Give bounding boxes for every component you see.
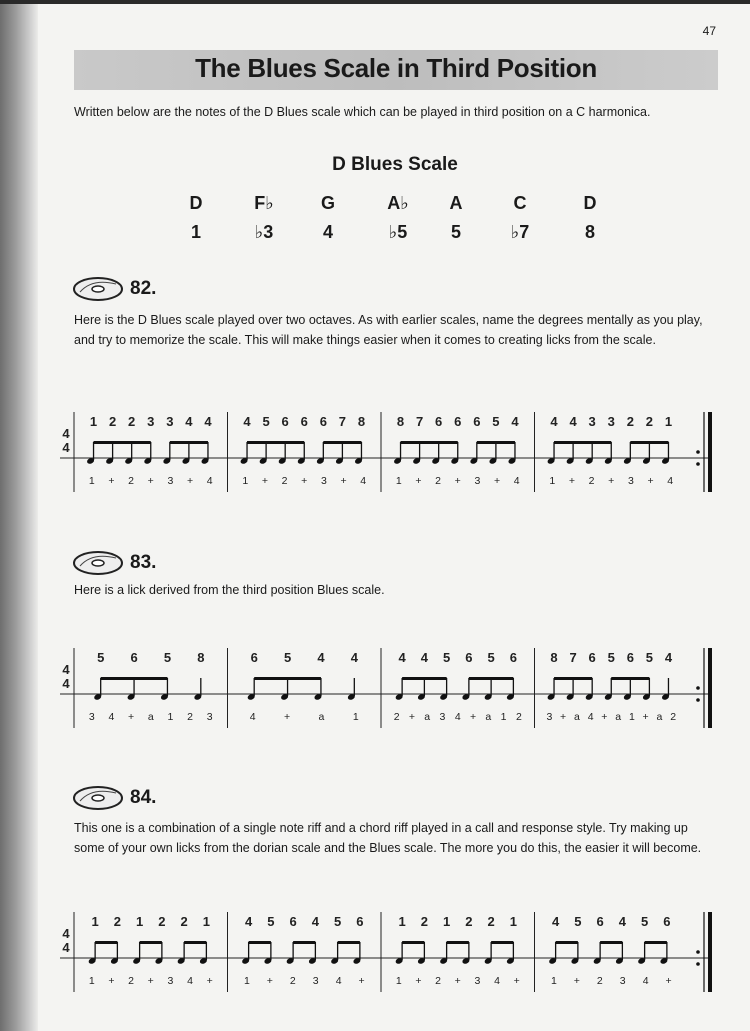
beat-count: 4 (335, 975, 342, 987)
scale-degree: ♭5 (388, 222, 408, 242)
note-beam (491, 941, 513, 944)
harmonica-hole-number: 5 (492, 414, 500, 429)
repeat-dot (696, 686, 700, 690)
note-beam (600, 941, 622, 944)
scale-degree: ♭7 (510, 222, 530, 242)
harmonica-hole-number: 4 (550, 414, 558, 429)
harmonica-hole-number: 6 (454, 414, 462, 429)
harmonica-hole-number: 1 (202, 914, 210, 929)
scale-degree: 1 (190, 222, 201, 242)
beat-count: a (147, 711, 154, 723)
beat-count: 2 (187, 711, 193, 723)
beat-count: 3 (320, 475, 327, 487)
repeat-dot (696, 962, 700, 966)
harmonica-hole-number: 6 (300, 414, 308, 429)
harmonica-hole-number: 1 (443, 914, 451, 929)
harmonica-hole-number: 2 (108, 414, 117, 429)
beat-count: 1 (395, 975, 402, 987)
note-beam (249, 941, 271, 944)
note-beam (140, 941, 162, 944)
example-82-text: Here is the D Blues scale played over two octaves. As with earlier scales, name the degrees mentally as you play, and try to memorize the scale. This will make things easier when it comes to creating licks from the scale. (74, 313, 703, 347)
harmonica-hole-number: 2 (626, 414, 634, 429)
harmonica-hole-number: 4 (185, 414, 193, 429)
harmonica-hole-number: 1 (91, 914, 99, 929)
repeat-dot (696, 698, 700, 702)
note-beam (477, 441, 515, 444)
time-signature-top: 4 (62, 662, 70, 677)
scale-note: A (449, 193, 463, 213)
scale-degree: ♭3 (254, 222, 274, 242)
scale-degree: 8 (584, 222, 595, 242)
beat-count: + (665, 975, 672, 987)
harmonica-hole-number: 5 (163, 650, 172, 665)
example-83-notation (60, 636, 724, 736)
harmonica-hole-number: 5 (262, 414, 270, 429)
harmonica-hole-number: 3 (166, 414, 174, 429)
beat-count: a (318, 711, 325, 723)
beat-count: 4 (454, 711, 461, 723)
beat-count: + (128, 711, 135, 723)
harmonica-hole-number: 4 (569, 414, 577, 429)
beat-count: 2 (128, 975, 135, 987)
beat-count: + (108, 975, 115, 987)
harmonica-hole-number: 5 (487, 650, 495, 665)
note-beam (554, 441, 611, 444)
harmonica-hole-number: 6 (465, 650, 473, 665)
beat-count: + (266, 975, 273, 987)
scale-note: A♭ (387, 193, 409, 213)
page-top-edge (0, 0, 750, 4)
beat-count: + (186, 475, 194, 487)
beat-count: + (513, 975, 520, 987)
beat-count: 3 (206, 711, 213, 723)
harmonica-hole-number: 4 (664, 650, 673, 665)
beat-count: + (573, 975, 580, 987)
beat-count: + (454, 475, 461, 487)
beat-count: 4 (187, 975, 193, 987)
beat-count: a (573, 711, 580, 723)
beat-count: 2 (596, 975, 603, 987)
harmonica-hole-number: 2 (180, 914, 188, 929)
note-beam (645, 941, 667, 944)
beat-count: a (656, 711, 663, 723)
beat-count: 3 (439, 711, 446, 723)
harmonica-hole-number: 4 (618, 914, 626, 929)
harmonica-hole-number: 5 (97, 650, 105, 665)
beat-count: + (560, 711, 567, 723)
beat-count: + (108, 475, 115, 487)
time-signature-bottom: 4 (62, 676, 70, 691)
beat-count: 3 (627, 475, 634, 487)
beat-count: 3 (546, 711, 553, 723)
example-number: 84. (130, 787, 157, 808)
beat-count: + (568, 475, 576, 487)
beat-count: 2 (435, 975, 442, 987)
scale-note: F♭ (254, 193, 274, 213)
harmonica-hole-number: 3 (607, 414, 615, 429)
harmonica-hole-number: 2 (645, 414, 654, 429)
harmonica-hole-number: 6 (626, 650, 634, 665)
harmonica-hole-number: 3 (588, 414, 596, 429)
harmonica-hole-number: 5 (283, 650, 292, 665)
harmonica-hole-number: 5 (443, 650, 451, 665)
beat-count: 3 (474, 475, 481, 487)
beat-count: + (647, 475, 654, 487)
beat-count: + (206, 975, 213, 987)
harmonica-hole-number: 1 (398, 914, 406, 929)
beat-count: 3 (619, 975, 626, 987)
harmonica-hole-number: 7 (338, 414, 347, 429)
beat-count: 2 (289, 975, 296, 987)
repeat-dot (696, 950, 700, 954)
scale-note: C (513, 193, 527, 213)
final-bar-thick (708, 912, 712, 992)
beat-count: 4 (249, 711, 256, 723)
beat-count: + (340, 475, 347, 487)
harmonica-hole-number: 6 (356, 914, 364, 929)
scale-title: D Blues Scale (332, 154, 458, 175)
beat-count: + (147, 475, 154, 487)
harmonica-hole-number: 5 (334, 914, 342, 929)
beat-count: 1 (500, 711, 507, 723)
note-beam (469, 677, 514, 680)
beat-count: 1 (549, 475, 556, 487)
beat-count: 1 (628, 711, 635, 723)
harmonica-hole-number: 4 (245, 914, 253, 929)
harmonica-hole-number: 2 (158, 914, 166, 929)
beat-count: + (454, 975, 461, 987)
repeat-dot (696, 450, 700, 454)
harmonica-hole-number: 4 (511, 414, 519, 429)
repeat-dot (696, 462, 700, 466)
harmonica-hole-number: 4 (311, 914, 319, 929)
beat-count: a (485, 711, 492, 723)
beat-count: 3 (312, 975, 319, 987)
cd-icon (72, 550, 126, 576)
note-beam (556, 941, 578, 944)
beat-count: 3 (167, 975, 174, 987)
beat-count: + (469, 711, 477, 723)
example-number: 82. (130, 278, 157, 299)
scale-note: G (320, 193, 335, 213)
harmonica-hole-number: 3 (147, 414, 155, 429)
time-signature-bottom: 4 (62, 940, 70, 955)
note-beam (101, 677, 168, 680)
harmonica-hole-number: 5 (645, 650, 654, 665)
harmonica-hole-number: 4 (350, 650, 358, 665)
harmonica-hole-number: 5 (574, 914, 582, 929)
beat-count: 1 (167, 711, 174, 723)
beat-count: + (147, 975, 154, 987)
beat-count: 2 (588, 475, 595, 487)
beat-count: 1 (352, 711, 359, 723)
harmonica-hole-number: 8 (396, 414, 405, 429)
example-83-text: Here is a lick derived from the third position Blues scale. (74, 583, 385, 597)
harmonica-hole-number: 4 (204, 414, 212, 429)
beat-count: + (358, 975, 365, 987)
beat-count: + (493, 475, 501, 487)
harmonica-hole-number: 1 (89, 414, 98, 429)
harmonica-hole-number: 1 (136, 914, 144, 929)
note-beam (338, 941, 360, 944)
beat-count: + (283, 711, 291, 723)
note-beam (401, 441, 458, 444)
harmonica-hole-number: 6 (435, 414, 443, 429)
note-beam (170, 441, 208, 444)
scale-note: D (583, 193, 597, 213)
beat-count: 1 (244, 975, 250, 987)
note-beam (323, 441, 361, 444)
example-84-text: This one is a combination of a single note riff and a chord riff played in a call and response style. Try making up some of your own licks from the dorian scale and the Blues scale. The more you do this, the easier it will become. (74, 821, 702, 855)
time-signature-top: 4 (62, 426, 70, 441)
beat-count: 4 (206, 475, 213, 487)
beat-count: 4 (587, 711, 594, 723)
final-bar-thick (708, 648, 712, 728)
note-beam (184, 941, 206, 944)
page-title: The Blues Scale in Third Position (195, 53, 597, 83)
beat-count: + (608, 475, 615, 487)
beat-count: 1 (551, 975, 557, 987)
cd-icon (72, 785, 126, 811)
harmonica-hole-number: 6 (473, 414, 481, 429)
harmonica-hole-number: 8 (197, 650, 205, 665)
harmonica-hole-number: 4 (317, 650, 325, 665)
beat-count: + (601, 711, 608, 723)
beat-count: 4 (494, 975, 500, 987)
beat-count: 3 (88, 711, 95, 723)
note-beam (247, 441, 304, 444)
final-bar-thick (708, 412, 712, 492)
harmonica-hole-number: 1 (664, 414, 673, 429)
note-beam (94, 441, 151, 444)
beat-count: 2 (670, 711, 677, 723)
note-beam (293, 941, 315, 944)
beat-count: 1 (88, 475, 95, 487)
note-beam (554, 677, 592, 680)
note-beam (254, 677, 321, 680)
page-number: 47 (702, 24, 716, 38)
harmonica-hole-number: 4 (420, 650, 428, 665)
intro-paragraph: Written below are the notes of the D Blues scale which can be played in third position on a C harmonica. (74, 105, 651, 119)
beat-count: 1 (88, 975, 95, 987)
harmonica-hole-number: 6 (596, 914, 604, 929)
harmonica-hole-number: 7 (569, 650, 577, 665)
harmonica-hole-number: 6 (319, 414, 327, 429)
beat-count: + (415, 975, 422, 987)
beat-count: 2 (281, 475, 288, 487)
beat-count: 4 (642, 975, 649, 987)
beat-count: 4 (360, 475, 367, 487)
harmonica-hole-number: 4 (398, 650, 406, 665)
harmonica-hole-number: 2 (128, 414, 136, 429)
beat-count: 1 (395, 475, 402, 487)
beat-count: + (408, 711, 415, 723)
example-number: 83. (130, 552, 157, 573)
beat-count: + (415, 475, 422, 487)
beat-count: 1 (242, 475, 249, 487)
harmonica-hole-number: 2 (465, 914, 473, 929)
harmonica-hole-number: 1 (509, 914, 517, 929)
cd-icon (72, 276, 126, 302)
harmonica-hole-number: 6 (663, 914, 671, 929)
beat-count: a (615, 711, 622, 723)
beat-count: 2 (435, 475, 442, 487)
beat-count: 3 (167, 475, 174, 487)
title-banner (74, 50, 718, 90)
beat-count: 4 (108, 711, 115, 723)
harmonica-hole-number: 6 (281, 414, 289, 429)
harmonica-hole-number: 4 (552, 914, 560, 929)
harmonica-hole-number: 5 (641, 914, 649, 929)
harmonica-hole-number: 5 (267, 914, 275, 929)
beat-count: + (261, 475, 269, 487)
harmonica-hole-number: 8 (550, 650, 558, 665)
note-beam (611, 677, 649, 680)
note-beam (95, 941, 117, 944)
harmonica-hole-number: 2 (420, 914, 428, 929)
beat-count: 2 (128, 475, 135, 487)
example-84-notation (60, 900, 724, 1000)
time-signature-bottom: 4 (62, 440, 70, 455)
time-signature-top: 4 (62, 926, 70, 941)
note-beam (402, 941, 424, 944)
beat-count: 4 (667, 475, 674, 487)
harmonica-hole-number: 6 (509, 650, 517, 665)
note-beam (447, 941, 469, 944)
harmonica-hole-number: 2 (113, 914, 121, 929)
harmonica-hole-number: 4 (243, 414, 251, 429)
beat-count: 4 (513, 475, 520, 487)
harmonica-hole-number: 8 (357, 414, 366, 429)
beat-count: a (424, 711, 431, 723)
harmonica-hole-number: 6 (250, 650, 258, 665)
harmonica-hole-number: 6 (130, 650, 138, 665)
example-82-notation (60, 400, 724, 500)
note-beam (402, 677, 447, 680)
beat-count: 3 (474, 975, 481, 987)
harmonica-hole-number: 7 (415, 414, 424, 429)
beat-count: + (642, 711, 649, 723)
harmonica-hole-number: 6 (289, 914, 297, 929)
scale-degree: 4 (322, 222, 333, 242)
beat-count: 2 (515, 711, 522, 723)
beat-count: + (301, 475, 308, 487)
harmonica-hole-number: 6 (588, 650, 596, 665)
scale-degree: 5 (450, 222, 461, 242)
harmonica-hole-number: 5 (607, 650, 615, 665)
beat-count: 2 (393, 711, 400, 723)
scale-note: D (189, 193, 203, 213)
harmonica-hole-number: 2 (487, 914, 495, 929)
note-beam (630, 441, 668, 444)
